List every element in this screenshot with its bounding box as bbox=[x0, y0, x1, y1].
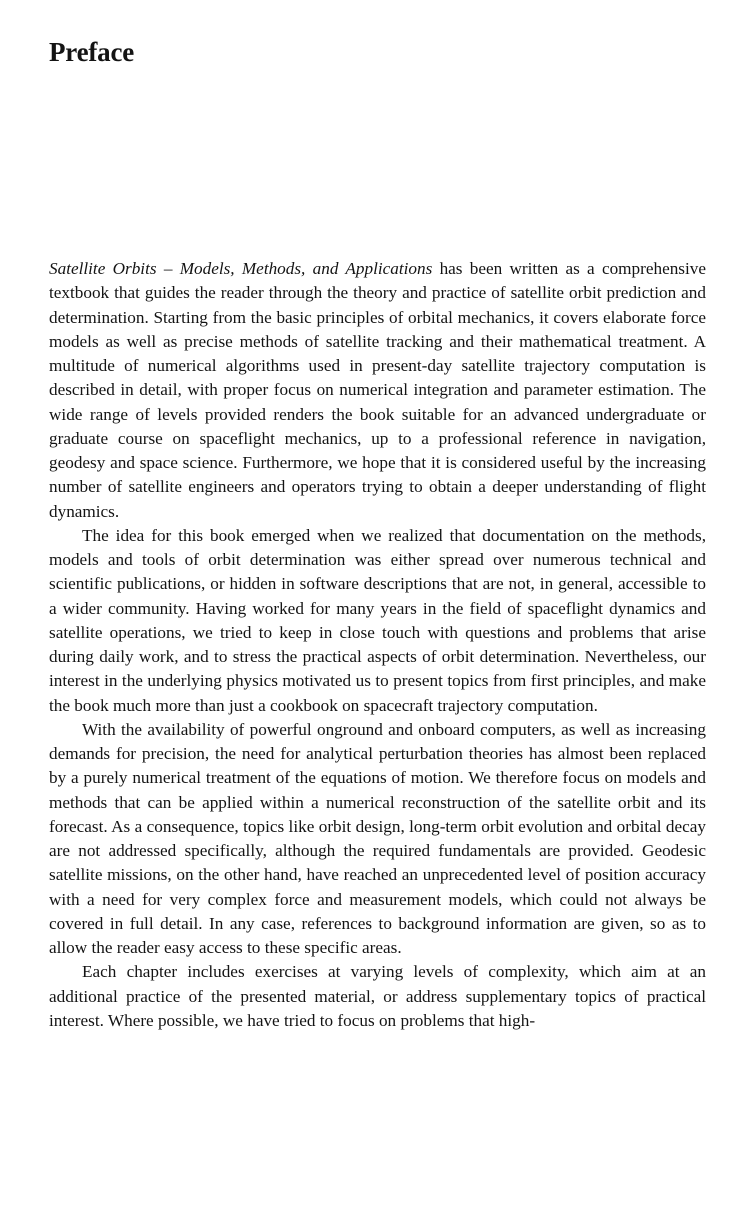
paragraph-intro-text: has been written as a comprehensive textbook that guides the reader through the theory and practice of satellite orbit prediction and determination. Starting from the basic principles of orbital mechanics, it covers elaborate force models as well as precise methods of satellite tracking and their mathematical treatment. A multitude of numerical algorithms used in present-day satellite trajectory computation is described in detail, with proper focus on numerical integration and parameter estimation. The wide range of levels provided renders the book suitable for an advanced undergraduate or graduate course on spaceflight mechanics, up to a professional reference in navigation, geodesy and space science. Furthermore, we hope that it is considered useful by the increasing number of satellite engineers and operators trying to obtain a deeper understanding of flight dynamics. bbox=[49, 259, 706, 521]
page-title: Preface bbox=[49, 37, 135, 67]
paragraph-scope: With the availability of powerful onground and onboard computers, as well as increasing demands for precision, the need for analytical perturbation theories has almost been replaced by a purely numerical treatment of the equations of motion. We therefore focus on models and methods that can be applied within a numerical reconstruction of the satellite orbit and its forecast. As a consequence, topics like orbit design, long-term orbit evolution and orbital decay are not addressed specifically, although the required fundamentals are provided. Geodesic satellite missions, on the other hand, have reached an unprecedented level of position accuracy with a need for very complex force and measurement models, which could not always be covered in full detail. In any case, references to background information are given, so as to allow the reader easy access to these specific areas. bbox=[49, 719, 706, 957]
paragraph-intro bbox=[49, 257, 706, 524]
paragraph-motivation: The idea for this book emerged when we realized that documentation on the methods, models and tools of orbit determination was either spread over numerous technical and scientific publications, or hidden in software descriptions that are not, in general, accessible to a wider community. Having worked for many years in the field of spaceflight dynamics and satellite operations, we tried to keep in close touch with questions and problems that arise during daily work, and to stress the practical aspects of orbit determination. Nevertheless, our interest in the underlying physics motivated us to present topics from first principles, and make the book much more than just a cookbook on spacecraft trajectory computation. bbox=[49, 525, 706, 715]
paragraph-exercises: Each chapter includes exercises at varying levels of complexity, which aim at an additional practice of the presented material, or address supplementary topics of practical interest. Where possible, we have tried to focus on problems that high- bbox=[49, 962, 706, 1030]
book-title: Satellite Orbits – Models, Methods, and Applications bbox=[49, 259, 433, 278]
preface-body bbox=[49, 257, 706, 1033]
